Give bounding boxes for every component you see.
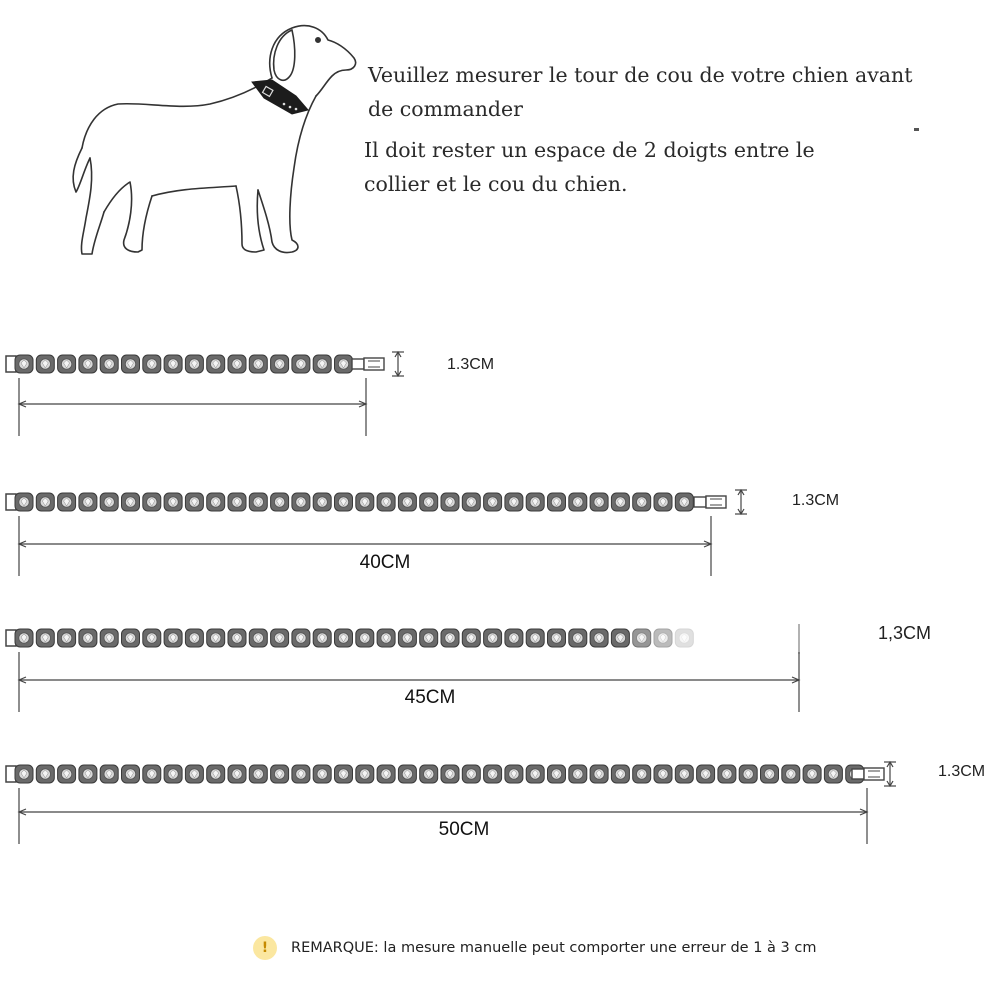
necklace-bead (122, 355, 140, 373)
necklace-3-width-label: 1,3CM (878, 623, 932, 643)
width-dimension-marker (884, 762, 896, 786)
note (253, 934, 816, 962)
necklace-bead (377, 493, 395, 511)
necklace-bead (249, 493, 267, 511)
necklace-bead (313, 493, 331, 511)
necklace-bead (633, 493, 651, 511)
necklace-bead (611, 493, 629, 511)
necklace-bead (398, 629, 416, 647)
necklace-bead (271, 355, 289, 373)
necklace-bead (207, 629, 225, 647)
necklace-bead (398, 493, 416, 511)
necklace-bead (100, 355, 118, 373)
necklace-4-drawing (0, 750, 1000, 880)
necklace-bead (526, 629, 544, 647)
necklace-bead (292, 629, 310, 647)
instruction-line-3: Il doit rester un espace de 2 doigts entre le (364, 138, 815, 162)
necklace-bead (313, 629, 331, 647)
necklace-3-length-label: 45CM (404, 687, 456, 708)
necklace-bead (249, 355, 267, 373)
necklace-bead (462, 765, 480, 783)
necklace-bead (15, 629, 33, 647)
necklace-3-drawing (0, 614, 1000, 744)
warning-icon: ! (253, 936, 277, 960)
necklace-bead (207, 493, 225, 511)
necklace-bead (526, 765, 544, 783)
necklace-bead (462, 629, 480, 647)
necklace-bead (335, 355, 353, 373)
necklace-bead (79, 355, 97, 373)
necklace-bead (36, 629, 54, 647)
necklace-bead (441, 765, 459, 783)
necklace-clasp (352, 358, 384, 370)
necklace-bead (675, 765, 693, 783)
necklace-bead (782, 765, 800, 783)
necklace-bead (335, 765, 353, 783)
necklace-clasp (694, 496, 726, 508)
necklace-1-drawing (0, 340, 1000, 470)
necklace-bead (356, 493, 374, 511)
necklace-bead (356, 629, 374, 647)
width-dimension-marker (735, 490, 747, 514)
necklace-bead (675, 493, 693, 511)
necklace-bead (803, 765, 821, 783)
necklace-bead (58, 765, 76, 783)
necklace-bead (143, 629, 161, 647)
necklace-bead (100, 493, 118, 511)
necklace-bead (58, 355, 76, 373)
necklace-bead (228, 355, 246, 373)
necklace-bead (79, 765, 97, 783)
necklace-bead (484, 765, 502, 783)
necklace-1-width-label: 1.3CM (447, 356, 495, 373)
necklace-bead (569, 629, 587, 647)
necklace-bead (590, 765, 608, 783)
necklace-bead (271, 629, 289, 647)
necklace-bead (36, 765, 54, 783)
necklace-bead (654, 765, 672, 783)
necklace-bead (505, 493, 523, 511)
necklace-2 (0, 478, 1000, 608)
necklace-2-width-label: 1.3CM (792, 492, 840, 509)
necklace-bead (228, 765, 246, 783)
necklace-bead (548, 629, 566, 647)
necklace-bead (697, 765, 715, 783)
necklace-bead (143, 493, 161, 511)
decorative-dot (914, 128, 919, 131)
necklace-bead (58, 629, 76, 647)
necklace-bead (611, 629, 629, 647)
necklace-1 (0, 340, 1000, 470)
necklace-bead (335, 629, 353, 647)
necklace-bead (761, 765, 779, 783)
necklace-bead (484, 629, 502, 647)
necklace-4 (0, 750, 1000, 880)
necklace-bead (569, 493, 587, 511)
necklace-bead (249, 629, 267, 647)
necklace-bead (143, 355, 161, 373)
note-text: REMARQUE: la mesure manuelle peut comporter une erreur de 1 à 3 cm (291, 940, 817, 956)
necklace-bead (228, 493, 246, 511)
necklace-bead (462, 493, 480, 511)
necklace-bead (633, 629, 651, 647)
necklace-bead (185, 355, 203, 373)
necklace-bead (548, 493, 566, 511)
necklace-bead (377, 629, 395, 647)
necklace-bead (675, 629, 693, 647)
necklace-bead (739, 765, 757, 783)
necklace-clasp (852, 768, 884, 780)
instructions (364, 58, 968, 201)
necklace-bead (164, 493, 182, 511)
necklace-bead (569, 765, 587, 783)
necklace-bead (505, 629, 523, 647)
necklace-bead (58, 493, 76, 511)
necklace-bead (292, 355, 310, 373)
necklace-bead (207, 765, 225, 783)
necklace-bead (185, 765, 203, 783)
necklace-3 (0, 614, 1000, 744)
necklace-bead (420, 629, 438, 647)
necklace-bead (335, 493, 353, 511)
instruction-line-4: collier et le cou du chien. (364, 172, 628, 196)
necklace-bead (185, 493, 203, 511)
necklace-bead (377, 765, 395, 783)
necklace-bead (292, 493, 310, 511)
necklace-2-drawing (0, 478, 1000, 608)
necklace-bead (15, 765, 33, 783)
necklace-bead (505, 765, 523, 783)
necklace-bead (164, 355, 182, 373)
necklace-bead (79, 629, 97, 647)
necklace-bead (292, 765, 310, 783)
necklace-bead (824, 765, 842, 783)
instruction-line-1: Veuillez mesurer le tour de cou de votre chien avant (368, 63, 913, 87)
necklace-bead (441, 629, 459, 647)
necklace-bead (122, 493, 140, 511)
necklace-bead (36, 493, 54, 511)
necklace-bead (441, 493, 459, 511)
necklace-bead (122, 765, 140, 783)
necklace-bead (356, 765, 374, 783)
necklace-bead (100, 765, 118, 783)
necklace-bead (100, 629, 118, 647)
necklace-bead (718, 765, 736, 783)
necklace-bead (313, 355, 331, 373)
necklace-4-length-label: 50CM (438, 819, 490, 840)
necklace-bead (484, 493, 502, 511)
necklace-2-length-label: 40CM (359, 552, 411, 573)
necklace-bead (654, 629, 672, 647)
necklace-bead (526, 493, 544, 511)
dog-illustration (60, 18, 370, 268)
necklace-bead (122, 629, 140, 647)
necklace-bead (207, 355, 225, 373)
necklace-bead (79, 493, 97, 511)
necklace-bead (185, 629, 203, 647)
necklace-bead (36, 355, 54, 373)
necklace-bead (654, 493, 672, 511)
necklace-4-width-label: 1.3CM (938, 763, 986, 780)
necklace-bead (590, 629, 608, 647)
necklace-bead (420, 493, 438, 511)
necklace-bead (164, 629, 182, 647)
length-dimension-line (19, 378, 366, 436)
necklace-bead (249, 765, 267, 783)
width-dimension-marker (392, 352, 404, 376)
necklace-bead (271, 493, 289, 511)
necklace-bead (590, 493, 608, 511)
necklace-bead (420, 765, 438, 783)
necklace-bead (271, 765, 289, 783)
necklace-bead (15, 493, 33, 511)
necklace-bead (633, 765, 651, 783)
necklace-bead (398, 765, 416, 783)
necklace-bead (164, 765, 182, 783)
necklace-bead (611, 765, 629, 783)
necklace-bead (15, 355, 33, 373)
instruction-line-2: de commander (368, 97, 523, 121)
necklace-bead (143, 765, 161, 783)
necklace-bead (228, 629, 246, 647)
necklace-bead (548, 765, 566, 783)
necklace-bead (313, 765, 331, 783)
